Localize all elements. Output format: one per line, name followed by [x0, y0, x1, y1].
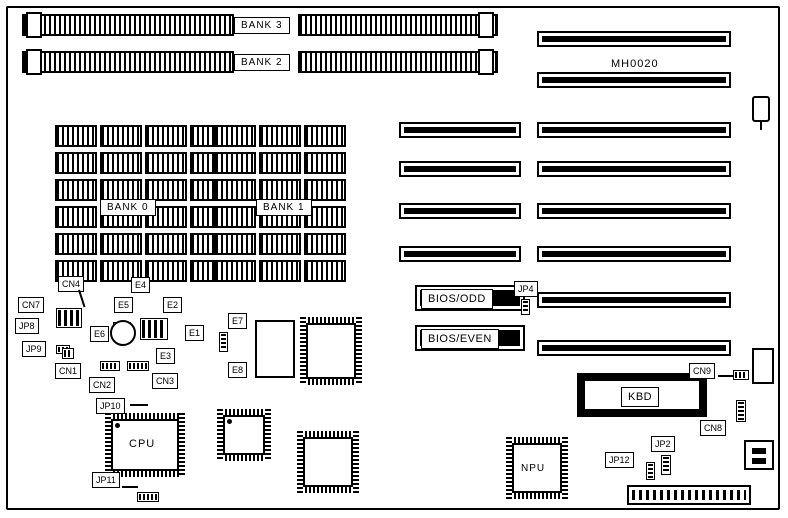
io-connector-right[interactable]	[744, 440, 774, 470]
bank0-dip-r2c3[interactable]	[145, 152, 187, 174]
bottom-edge-connector[interactable]	[627, 485, 751, 505]
expansion-slot-3[interactable]	[537, 122, 731, 138]
npu-label: NPU	[521, 463, 546, 474]
jp10-label: JP10	[96, 398, 125, 414]
bank0-dip-r2c2[interactable]	[100, 152, 142, 174]
cn8-label: CN8	[700, 420, 726, 436]
bank1-dip-r1c2[interactable]	[259, 125, 301, 147]
e5-label: E5	[114, 297, 133, 313]
bank1-dip-r6c2[interactable]	[259, 260, 301, 282]
e7-label: E7	[228, 313, 247, 329]
bank3-latch-left	[26, 12, 42, 38]
bank2-label: BANK 2	[234, 54, 290, 71]
bank0-label: BANK 0	[100, 199, 156, 216]
chipset-chip-1[interactable]	[300, 317, 362, 385]
bank0-dip-r1c2[interactable]	[100, 125, 142, 147]
capacitor-lead	[760, 122, 762, 130]
bank2-simm-right[interactable]	[298, 51, 498, 73]
jp11-leader	[122, 486, 138, 488]
bank1-label: BANK 1	[256, 199, 312, 216]
jp12-label: JP12	[605, 452, 634, 468]
bank0-dip-r2c1[interactable]	[55, 152, 97, 174]
bank1-dip-r1c3[interactable]	[304, 125, 346, 147]
expansion-slot-6[interactable]	[537, 246, 731, 262]
board-part-number: MH0020	[611, 58, 659, 70]
cn1-label: CN1	[55, 363, 81, 379]
bank3-simm-left[interactable]	[22, 14, 234, 36]
jp12-pins[interactable]	[646, 462, 655, 480]
bank2-latch-left	[26, 49, 42, 75]
bank0-dip-r5c3[interactable]	[145, 233, 187, 255]
jp4-label: JP4	[514, 281, 538, 297]
bank3-label: BANK 3	[234, 17, 290, 34]
jp10-leader	[130, 404, 148, 406]
cn3-label: CN3	[152, 373, 178, 389]
cpu-label: CPU	[129, 438, 156, 450]
jp11-label: JP11	[92, 472, 120, 488]
jp4-pins[interactable]	[521, 299, 530, 315]
bank0-dip-r5c2[interactable]	[100, 233, 142, 255]
bank0-dip-r1c3[interactable]	[145, 125, 187, 147]
bank1-dip-r5c3[interactable]	[304, 233, 346, 255]
chipset-chip-2[interactable]	[297, 431, 359, 493]
io-connector-right-pin2	[752, 458, 766, 464]
din-connector[interactable]	[752, 348, 774, 384]
bank2-simm-left[interactable]	[22, 51, 234, 73]
expansion-slot-1[interactable]	[537, 31, 731, 47]
cn2-pins[interactable]	[100, 361, 120, 371]
capacitor-center	[110, 320, 136, 346]
e6-label: E6	[90, 326, 109, 342]
bank1-dip-r5c2[interactable]	[259, 233, 301, 255]
bank1-dip-r3c2[interactable]	[259, 179, 301, 201]
jp2-label: JP2	[651, 436, 675, 452]
bank1-dip-r3c3[interactable]	[304, 179, 346, 201]
bank1-dip-r2c3[interactable]	[304, 152, 346, 174]
bank0-dip-r3c2[interactable]	[100, 179, 142, 201]
bank0-dip-r3c1[interactable]	[55, 179, 97, 201]
oscillator-can	[255, 320, 295, 378]
cn3-pins[interactable]	[127, 361, 149, 371]
bios-even-label: BIOS/EVEN	[421, 329, 499, 349]
jp2-pins[interactable]	[661, 455, 671, 475]
bank1-dip-r2c2[interactable]	[259, 152, 301, 174]
cn1-pins[interactable]	[62, 348, 74, 359]
bank1-dip-r2c1[interactable]	[214, 152, 256, 174]
expansion-slot-short-4[interactable]	[399, 246, 521, 262]
cn8-pins[interactable]	[736, 400, 746, 422]
expansion-slot-8[interactable]	[537, 340, 731, 356]
chipset-chip-3[interactable]	[217, 409, 271, 461]
e4-label: E4	[131, 277, 150, 293]
e1-label: E1	[185, 325, 204, 341]
expansion-slot-4[interactable]	[537, 161, 731, 177]
expansion-slot-short-3[interactable]	[399, 203, 521, 219]
expansion-slot-short-2[interactable]	[399, 161, 521, 177]
io-connector-right-pin	[752, 448, 766, 454]
capacitor-top-right	[752, 96, 770, 122]
bank0-dip-r1c1[interactable]	[55, 125, 97, 147]
expansion-slot-5[interactable]	[537, 203, 731, 219]
bank3-latch-right	[478, 12, 494, 38]
e8-label: E8	[228, 362, 247, 378]
kbd-label: KBD	[621, 387, 659, 407]
bios-odd-label: BIOS/ODD	[421, 289, 493, 309]
cn9-pins[interactable]	[733, 370, 749, 380]
jp9-label: JP9	[22, 341, 46, 357]
bank2-latch-right	[478, 49, 494, 75]
bank0-dip-r6c3[interactable]	[145, 260, 187, 282]
bank1-dip-r1c1[interactable]	[214, 125, 256, 147]
bank0-dip-r4c1[interactable]	[55, 206, 97, 228]
bank1-dip-r5c1[interactable]	[214, 233, 256, 255]
e7-e8-pins[interactable]	[219, 332, 228, 352]
jp11-pins[interactable]	[137, 492, 159, 502]
bank1-dip-r3c1[interactable]	[214, 179, 256, 201]
bank0-dip-r5c1[interactable]	[55, 233, 97, 255]
jp8-label: JP8	[15, 318, 39, 334]
bank1-dip-r4c1[interactable]	[214, 206, 256, 228]
cn7-label: CN7	[18, 297, 44, 313]
bank1-dip-r6c1[interactable]	[214, 260, 256, 282]
cn4-label: CN4	[58, 276, 84, 292]
expansion-slot-short-1[interactable]	[399, 122, 521, 138]
e2-label: E2	[163, 297, 182, 313]
e-cluster-pins-right[interactable]	[140, 318, 168, 340]
cn2-label: CN2	[89, 377, 115, 393]
cn7-jp8-pin-array[interactable]	[56, 308, 82, 328]
expansion-slot-7[interactable]	[537, 292, 731, 308]
bank1-dip-r6c3[interactable]	[304, 260, 346, 282]
bank3-simm-right[interactable]	[298, 14, 498, 36]
bank0-dip-r3c3[interactable]	[145, 179, 187, 201]
expansion-slot-2[interactable]	[537, 72, 731, 88]
cn9-leader	[718, 375, 734, 377]
e3-label: E3	[156, 348, 175, 364]
cn9-label: CN9	[689, 363, 715, 379]
